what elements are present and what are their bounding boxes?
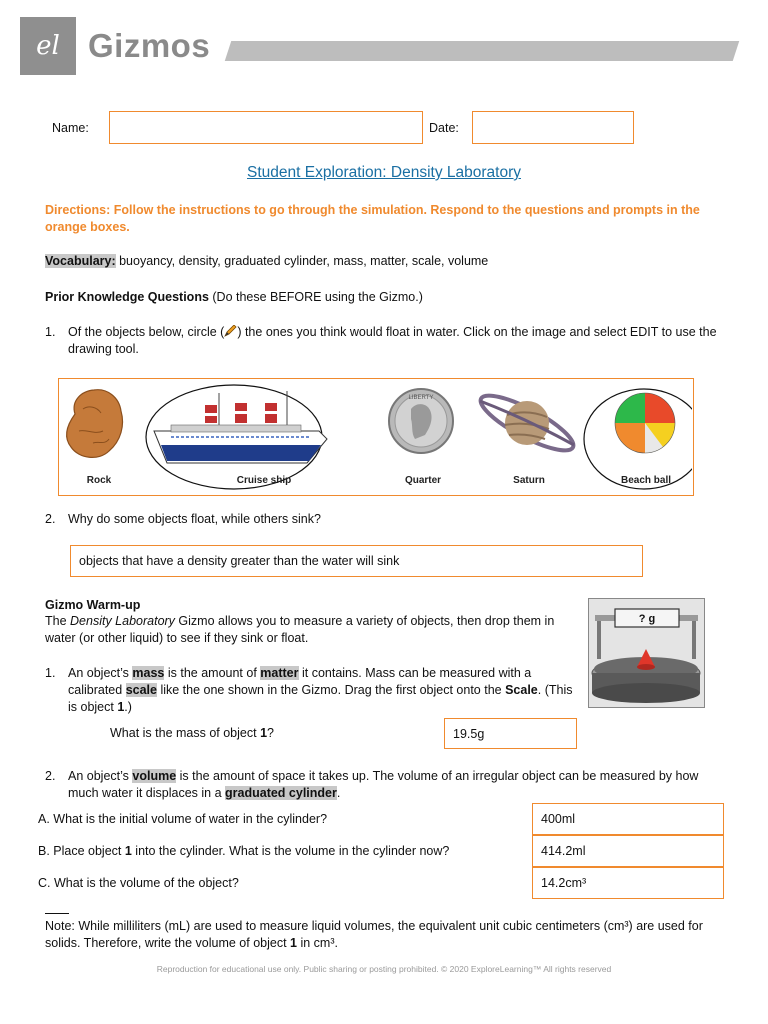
quarter-icon	[389, 389, 453, 453]
vocabulary-terms: buoyancy, density, graduated cylinder, mass, matter, scale, volume	[115, 254, 489, 268]
question-1-text: Of the objects below, circle ( ) the ones you think would float in water. Click on the image and select EDIT to use the drawing tool.	[68, 325, 717, 356]
objects-illustration	[59, 379, 692, 494]
saturn-icon	[475, 386, 580, 460]
warmup-1-text: An object’s mass is the amount of matter it contains. Mass can be measured with a calibrated scale like the one shown in the Gizmo. Drag the first object onto the Scale. (This is object 1.)	[68, 666, 573, 714]
date-label: Date:	[429, 121, 459, 135]
sub-answer-c[interactable]: 14.2cm³	[532, 867, 724, 899]
object-label-saturn: Saturn	[513, 475, 545, 486]
mass-question: What is the mass of object 1?	[110, 726, 274, 740]
note-rule	[45, 913, 69, 914]
object-label-beach-ball: Beach ball	[620, 475, 672, 486]
prior-knowledge-heading: Prior Knowledge Questions (Do these BEFORE using the Gizmo.)	[45, 290, 423, 304]
name-label: Name:	[52, 121, 89, 135]
explorelearning-logo: el	[20, 17, 76, 75]
note-text: Note: While milliliters (mL) are used to measure liquid volumes, the equivalent unit cubic centimeters (cm³) are used for solids. Therefore, write the volume of object 1 in cm³.	[45, 919, 703, 950]
name-field[interactable]	[109, 111, 423, 144]
object-label-cruise-ship: Cruise ship	[236, 475, 292, 486]
question-1-number: 1.	[45, 325, 56, 339]
warmup-intro: The Density Laboratory Gizmo allows you to measure a variety of objects, then drop them in water (or other liquid) to see if they sink or float.	[45, 614, 555, 645]
objects-image[interactable]	[58, 378, 694, 496]
mass-answer[interactable]: 19.5g	[444, 718, 577, 749]
object-label-quarter: Quarter	[404, 475, 442, 486]
beach-ball-icon	[584, 389, 692, 489]
sub-question-a: A. What is the initial volume of water in the cylinder?	[38, 812, 328, 826]
gizmos-brand: Gizmos	[88, 27, 211, 64]
pencil-icon	[224, 325, 237, 337]
warmup-2-text: An object’s volume is the amount of space it takes up. The volume of an irregular object can be measured by how much water it displaces in a graduated cylinder.	[68, 769, 699, 800]
sub-answer-b[interactable]: 414.2ml	[532, 835, 724, 867]
header-bar	[225, 41, 739, 61]
date-field[interactable]	[472, 111, 634, 144]
warmup-1-number: 1.	[45, 666, 56, 680]
object-label-rock: Rock	[86, 475, 112, 486]
question-2-answer[interactable]: objects that have a density greater than the water will sink	[70, 545, 643, 577]
vocabulary-label: Vocabulary:	[45, 254, 116, 268]
scale-illustration	[589, 599, 704, 707]
gizmo-scale-image	[588, 598, 705, 708]
warmup-heading: Gizmo Warm-up	[45, 598, 141, 612]
question-2-number: 2.	[45, 512, 56, 526]
question-2-text: Why do some objects float, while others sink?	[68, 512, 321, 526]
directions: Directions: Follow the instructions to go through the simulation. Respond to the questions and prompts in the orange boxes.	[45, 203, 700, 234]
scale-readout: ? g	[638, 613, 656, 625]
page-title: Student Exploration: Density Laboratory	[247, 164, 521, 181]
cruise-ship-icon	[146, 385, 327, 489]
sub-question-c: C. What is the volume of the object?	[38, 876, 239, 890]
footer-copyright: Reproduction for educational use only. Public sharing or posting prohibited. © 2020 ExploreLearning™ All rights reserved	[156, 964, 612, 974]
sub-question-b: B. Place object 1 into the cylinder. What is the volume in the cylinder now?	[38, 844, 450, 858]
coin-text: LIBERTY	[408, 395, 434, 401]
vocabulary	[45, 253, 725, 270]
rock-icon	[67, 390, 123, 458]
warmup-2-number: 2.	[45, 769, 56, 783]
sub-answer-a[interactable]: 400ml	[532, 803, 724, 835]
